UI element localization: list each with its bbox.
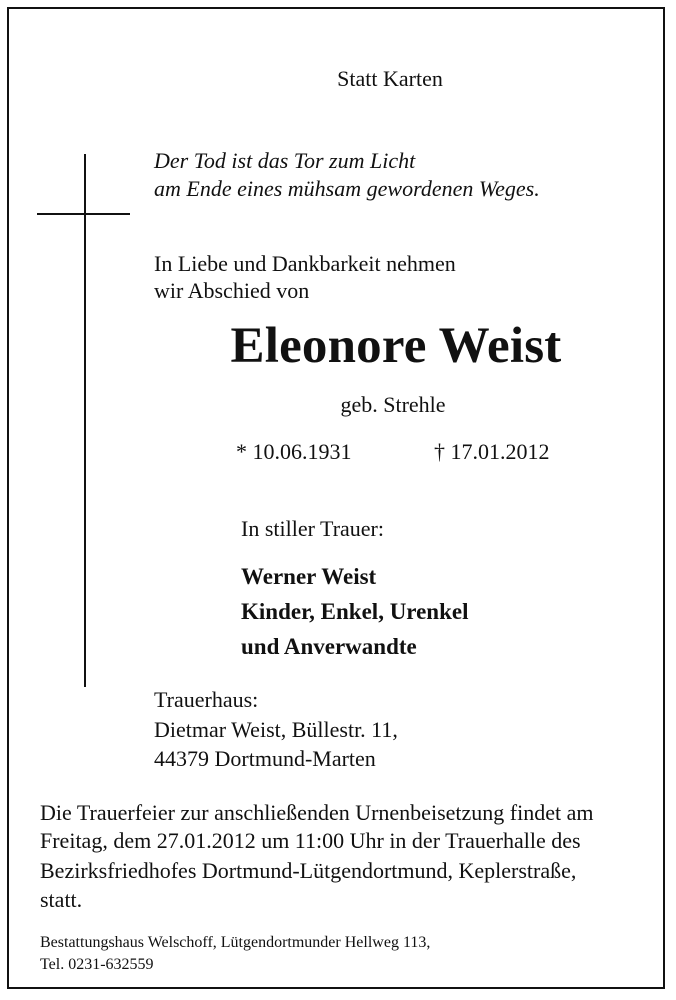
mourner-line: und Anverwandte [241, 634, 417, 659]
intro-line: wir Abschied von [154, 278, 310, 303]
house-line: Trauerhaus: [154, 687, 259, 712]
ceremony-line: Freitag, dem 27.01.2012 um 11:00 Uhr in der Trauerhalle des [40, 828, 581, 853]
quote-line: am Ende eines mühsam gewordenen Weges. [154, 176, 540, 201]
header: Statt Karten [337, 66, 443, 91]
mourning-label: In stiller Trauer: [241, 516, 384, 541]
maiden-name: geb. Strehle [340, 392, 446, 417]
house-line: Dietmar Weist, Büllestr. 11, [154, 717, 398, 742]
death-date: † 17.01.2012 [434, 439, 550, 464]
house-line: 44379 Dortmund-Marten [154, 746, 376, 771]
cross-icon-horizontal [37, 213, 130, 215]
birth-date: * 10.06.1931 [236, 439, 352, 464]
intro-line: In Liebe und Dankbarkeit nehmen [154, 251, 456, 276]
undertaker-line: Tel. 0231-632559 [40, 956, 154, 973]
quote-line: Der Tod ist das Tor zum Licht [154, 148, 416, 173]
cross-icon-vertical [84, 154, 86, 687]
ceremony-line: Bezirksfriedhofes Dortmund-Lütgendortmund, Keplerstraße, [40, 858, 577, 883]
ceremony-line: statt. [40, 887, 83, 912]
mourner-line: Werner Weist [241, 564, 377, 589]
mourner-line: Kinder, Enkel, Urenkel [241, 599, 469, 624]
undertaker-line: Bestattungshaus Welschoff, Lütgendortmunder Hellweg 113, [40, 934, 431, 951]
deceased-name: Eleonore Weist [230, 318, 562, 374]
ceremony-line: Die Trauerfeier zur anschließenden Urnenbeisetzung findet am [40, 800, 594, 825]
